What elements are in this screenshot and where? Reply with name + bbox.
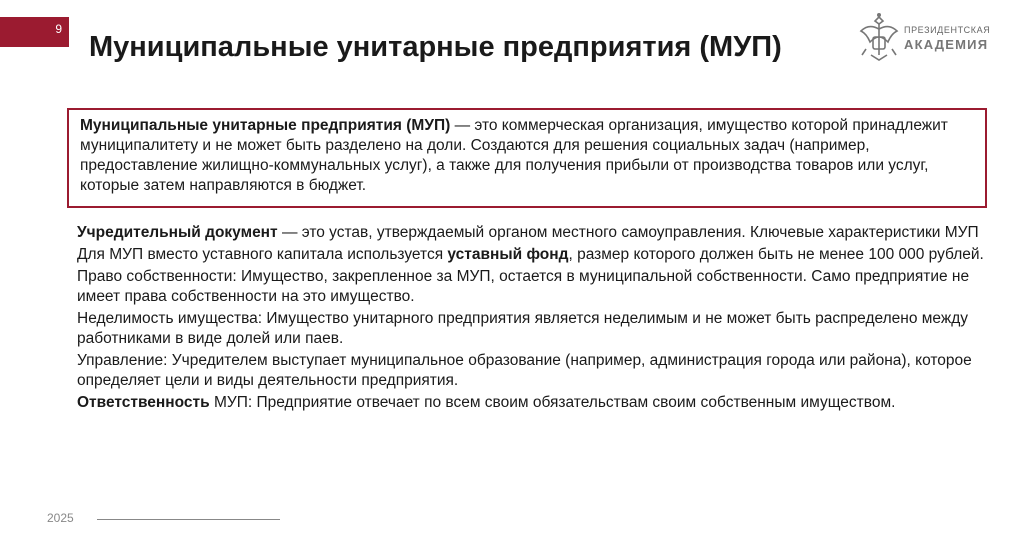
responsibility-term: Ответственность: [77, 394, 210, 411]
founding-document-term: Учредительный документ: [77, 224, 278, 241]
capital-text-before: Для МУП вместо уставного капитала используется: [77, 246, 448, 263]
eagle-emblem-icon: [858, 11, 900, 65]
logo-line-1: ПРЕЗИДЕНТСКАЯ: [904, 24, 991, 35]
definition-text: — это коммерческая организация, имущество которой принадлежит муниципалитету и не может быть разделено на доли. Создаются для решения социальных задач (например, предоставление жилищно-коммунальных услуг), а также для получения прибыли от производства товаров или услуг, которые затем направляются в бюджет.: [80, 117, 948, 194]
page-number: 9: [55, 22, 62, 36]
ownership-paragraph: Право собственности: Имущество, закрепленное за МУП, остается в муниципальной собственности. Само предприятие не имеет права собственности на это имущество.: [77, 268, 970, 305]
management-paragraph: Управление: Учредителем выступает муниципальное образование (например, администрация города или района), которое определяет цели и виды деятельности предприятия.: [77, 352, 972, 389]
footer-divider: [97, 519, 280, 520]
characteristics-content: [77, 223, 992, 415]
definition-box: [67, 108, 987, 208]
responsibility-paragraph: [77, 393, 992, 413]
capital-text-after: , размер которого должен быть не менее 100 000 рублей.: [568, 246, 984, 263]
academy-logo: [858, 10, 998, 66]
logo-line-2: АКАДЕМИЯ: [904, 36, 989, 52]
founding-document-paragraph: [77, 223, 992, 243]
slide-title: Муниципальные унитарные предприятия (МУП): [89, 31, 782, 63]
page-number-badge: [0, 17, 69, 47]
capital-term: уставный фонд: [447, 246, 569, 263]
indivisibility-paragraph: Неделимость имущества: Имущество унитарного предприятия является неделимым и не может быть распределено между работниками в виде долей или паев.: [77, 310, 969, 347]
logo-text: [904, 26, 990, 51]
capital-paragraph: [77, 245, 992, 265]
founding-document-text: — это устав, утверждаемый органом местного самоуправления. Ключевые характеристики МУП: [277, 224, 979, 241]
definition-term: Муниципальные унитарные предприятия (МУП): [80, 117, 451, 134]
responsibility-text: МУП: Предприятие отвечает по всем своим обязательствам своим собственным имуществом.: [209, 394, 896, 411]
footer-year: 2025: [47, 511, 74, 525]
